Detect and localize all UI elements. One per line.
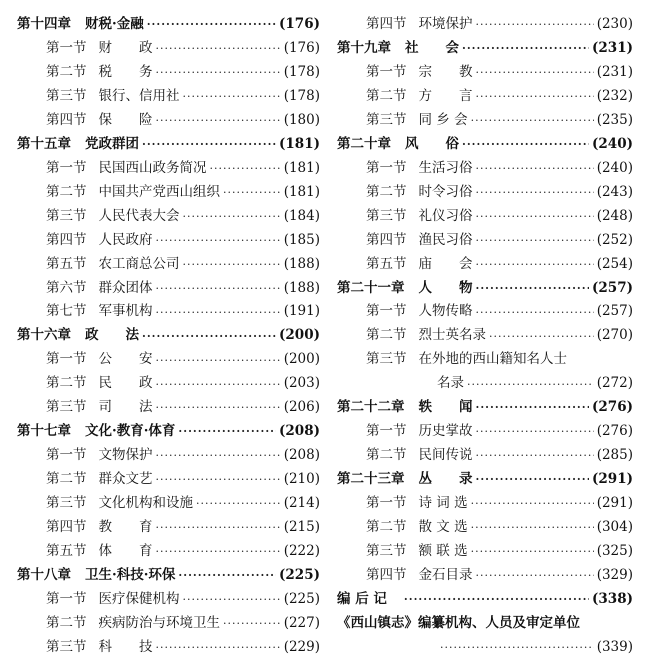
toc-entry-title: 税 务: [98, 64, 153, 81]
toc-entry-number: 第二十三章: [337, 471, 405, 488]
toc-page-number: (188): [283, 279, 320, 296]
dot-leader: [196, 498, 281, 509]
toc-entry-number: 第一节: [366, 423, 407, 440]
dot-leader: [183, 259, 281, 270]
toc-section-row: [337, 205, 633, 229]
dot-leader: [156, 642, 281, 653]
toc-page-number: (272): [596, 375, 633, 392]
toc-entry-title: 额 联 选: [418, 542, 468, 559]
dot-leader: [476, 259, 594, 270]
dot-leader: [156, 283, 281, 294]
toc-page-number: (208): [279, 423, 320, 440]
toc-section-row: [337, 157, 633, 181]
toc-entry-title: 科 技: [98, 638, 153, 655]
toc-entry-title: 渔民习俗: [418, 231, 473, 248]
toc-page-number: (257): [592, 279, 633, 296]
toc-entry-number: 第一节: [46, 447, 87, 464]
toc-entry-number: 第一节: [366, 64, 407, 81]
dot-leader: [223, 187, 281, 198]
toc-entry-number: 第四节: [46, 111, 87, 128]
dot-leader: [156, 474, 281, 485]
toc-entry-title: 卫生·科技·环保: [85, 566, 176, 583]
toc-entry-number: 第十九章: [337, 40, 391, 57]
toc-entry-title: 礼仪习俗: [418, 207, 473, 224]
toc-entry-title: 时令习俗: [418, 183, 473, 200]
toc-entry-title: 丛 录: [418, 471, 473, 488]
toc-entry-number: 第二节: [46, 64, 87, 81]
toc-page-number: (231): [592, 40, 633, 57]
toc-section-row: [17, 181, 320, 205]
toc-section-row: [337, 109, 633, 133]
toc-entry-title: 军事机构: [98, 303, 153, 320]
toc-section-row: [17, 492, 320, 516]
toc-entry-title: 公 安: [98, 351, 153, 368]
dot-leader: [476, 211, 594, 222]
toc-page-number: (276): [596, 423, 633, 440]
toc-section-row: [17, 61, 320, 85]
toc-section-row: [337, 181, 633, 205]
dot-leader: [476, 187, 594, 198]
toc-entry-title: 金石目录: [418, 566, 473, 583]
toc-entry-title: 生活习俗: [418, 159, 473, 176]
toc-page-number: (225): [283, 590, 320, 607]
toc-section-row: [337, 420, 633, 444]
toc-page-number: (235): [596, 111, 633, 128]
toc-chapter-row: [17, 420, 320, 444]
toc-entry-title: 财 政: [98, 40, 153, 57]
dot-leader: [476, 283, 590, 294]
toc-entry-title: 同 乡 会: [418, 111, 468, 128]
dot-leader: [178, 426, 276, 437]
toc-entry-number: 编 后 记: [337, 590, 387, 607]
dot-leader: [156, 235, 281, 246]
toc-entry-number: 第十四章: [17, 16, 71, 33]
toc-section-row: [17, 396, 320, 420]
toc-page-number: (215): [283, 518, 320, 535]
toc-entry-number: 第四节: [46, 231, 87, 248]
toc-page-number: (178): [283, 88, 320, 105]
toc-section-row: [17, 516, 320, 540]
toc-entry-number: 第二十章: [337, 135, 391, 152]
toc-section-row: [337, 85, 633, 109]
toc-entry-number: 第一节: [46, 590, 87, 607]
toc-entry-number: 第二节: [366, 327, 407, 344]
toc-entry-number: 第四节: [46, 518, 87, 535]
toc-page-number: (181): [283, 183, 320, 200]
toc-entry-title: 农工商总公司: [98, 255, 180, 272]
toc-page-number: (227): [283, 614, 320, 631]
toc-entry-title: 政 法: [85, 327, 139, 344]
toc-page-number: (180): [283, 111, 320, 128]
dot-leader: [476, 450, 594, 461]
toc-section-row: [337, 635, 633, 659]
toc-entry-number: 第三节: [46, 207, 87, 224]
toc-entry-title: 在外地的西山籍知名人士: [418, 351, 567, 368]
toc-section-row: [17, 588, 320, 612]
dot-leader: [489, 331, 594, 342]
toc-entry-number: 第四节: [366, 566, 407, 583]
toc-entry-number: 第十五章: [17, 135, 71, 152]
toc-page-number: (178): [283, 64, 320, 81]
toc-chapter-row: [17, 324, 320, 348]
toc-section-row: [17, 37, 320, 61]
dot-leader: [156, 67, 281, 78]
dot-leader: [142, 331, 276, 342]
toc-page-number: (291): [592, 471, 633, 488]
toc-entry-number: 《西山镇志》编纂机构、人员及审定单位: [337, 614, 580, 631]
toc-section-row: [337, 324, 633, 348]
dot-leader: [178, 570, 276, 581]
toc-entry-number: 第一节: [366, 494, 407, 511]
toc-entry-title: 保 险: [98, 111, 153, 128]
toc-page-number: (243): [596, 183, 633, 200]
toc-entry-title: 人 物: [418, 279, 473, 296]
toc-entry-number: 第一节: [366, 159, 407, 176]
toc-entry-number: 第五节: [46, 542, 87, 559]
toc-entry-title: 中国共产党西山组织: [98, 183, 220, 200]
toc-page-number: (185): [283, 231, 320, 248]
toc-chapter-row: [337, 611, 633, 635]
toc-page-number: (254): [596, 255, 633, 272]
toc-entry-title: 体 育: [98, 542, 153, 559]
toc-entry-title: 群众团体: [98, 279, 153, 296]
toc-entry-number: 第三节: [46, 638, 87, 655]
dot-leader: [471, 498, 594, 509]
toc-entry-number: 第二节: [366, 518, 407, 535]
toc-entry-number: 第四节: [366, 231, 407, 248]
dot-leader: [223, 618, 281, 629]
toc-section-row: [17, 444, 320, 468]
toc-section-row: [17, 228, 320, 252]
toc-entry-number: 第十七章: [17, 423, 71, 440]
toc-entry-title: 名录: [437, 375, 464, 392]
toc-page-number: (257): [596, 303, 633, 320]
dot-leader: [183, 594, 281, 605]
toc-entry-title: 人民政府: [98, 231, 153, 248]
toc-chapter-row: [337, 276, 633, 300]
toc-section-row: [337, 372, 633, 396]
toc-entry-title: 民间传说: [418, 447, 473, 464]
dot-leader: [147, 19, 276, 30]
toc-page-number: (329): [596, 566, 633, 583]
dot-leader: [156, 43, 281, 54]
toc-section-row: [17, 611, 320, 635]
toc-entry-title: 宗 教: [418, 64, 473, 81]
toc-page-number: (285): [596, 447, 633, 464]
toc-page-number: (230): [596, 16, 633, 33]
toc-entry-title: 教 育: [98, 518, 153, 535]
toc-page-number: (203): [283, 375, 320, 392]
toc-page-number: (184): [283, 207, 320, 224]
toc-entry-number: 第三节: [366, 207, 407, 224]
dot-leader: [404, 594, 589, 605]
toc-page-number: (229): [283, 638, 320, 655]
toc-entry-title: 诗 词 选: [418, 494, 468, 511]
toc-page-number: (188): [283, 255, 320, 272]
dot-leader: [476, 235, 594, 246]
toc-entry-title: 疾病防治与环境卫生: [98, 614, 220, 631]
dot-leader: [476, 426, 594, 437]
toc-entry-title: 风 俗: [405, 135, 459, 152]
toc-section-row: [337, 252, 633, 276]
toc-entry-title: 人民代表大会: [98, 207, 180, 224]
toc-entry-number: 第二节: [366, 88, 407, 105]
toc-page-number: (248): [596, 207, 633, 224]
toc-chapter-row: [337, 468, 633, 492]
toc-section-row: [17, 635, 320, 659]
toc-entry-number: 第一节: [366, 303, 407, 320]
toc-chapter-row: [337, 37, 633, 61]
toc-section-row: [337, 564, 633, 588]
dot-leader: [156, 115, 281, 126]
toc-section-row: [17, 468, 320, 492]
toc-entry-title: 医疗保健机构: [98, 590, 180, 607]
dot-leader: [467, 379, 594, 390]
toc-entry-title: 烈士英名录: [418, 327, 486, 344]
toc-page-number: (222): [283, 542, 320, 559]
toc-section-row: [17, 540, 320, 564]
toc-entry-title: 庙 会: [418, 255, 473, 272]
dot-leader: [210, 163, 281, 174]
dot-leader: [476, 474, 590, 485]
dot-leader: [156, 522, 281, 533]
toc-entry-title: 司 法: [98, 399, 153, 416]
toc-entry-title: 银行、信用社: [98, 88, 180, 105]
toc-page-number: (200): [283, 351, 320, 368]
dot-leader: [471, 546, 594, 557]
toc-left-column: [17, 13, 320, 659]
toc-entry-number: 第三节: [366, 351, 407, 368]
dot-leader: [156, 307, 281, 318]
toc-entry-number: 第三节: [46, 399, 87, 416]
toc-page-number: (225): [279, 566, 320, 583]
toc-chapter-row: [17, 13, 320, 37]
toc-page-number: (232): [596, 88, 633, 105]
toc-chapter-row: [17, 133, 320, 157]
dot-leader: [476, 570, 594, 581]
dot-leader: [183, 211, 281, 222]
toc-entry-number: 第二节: [46, 183, 87, 200]
toc-page-number: (176): [283, 40, 320, 57]
toc-page-number: (191): [283, 303, 320, 320]
toc-page-number: (181): [279, 135, 320, 152]
toc-page-number: (214): [283, 494, 320, 511]
toc-chapter-row: [337, 133, 633, 157]
toc-entry-title: 人物传略: [418, 303, 473, 320]
toc-entry-title: 文物保护: [98, 447, 153, 464]
toc-entry-number: 第四节: [366, 16, 407, 33]
toc-section-row: [337, 228, 633, 252]
toc-page-number: (206): [283, 399, 320, 416]
dot-leader: [476, 91, 594, 102]
dot-leader: [476, 163, 594, 174]
toc-page-number: (270): [596, 327, 633, 344]
toc-entry-title: 方 言: [418, 88, 473, 105]
toc-entry-number: 第二节: [46, 375, 87, 392]
toc-page-number: (252): [596, 231, 633, 248]
toc-section-row: [337, 61, 633, 85]
toc-entry-title: 历史掌故: [418, 423, 473, 440]
toc-entry-number: 第五节: [46, 255, 87, 272]
toc-page-number: (325): [596, 542, 633, 559]
toc-section-row: [337, 300, 633, 324]
dot-leader: [183, 91, 281, 102]
toc-section-row: [17, 252, 320, 276]
toc-section-row: [17, 372, 320, 396]
toc-section-row: [17, 109, 320, 133]
dot-leader: [476, 67, 594, 78]
toc-section-row: [17, 85, 320, 109]
toc-entry-title: 群众文艺: [98, 471, 153, 488]
toc-entry-number: 第二十一章: [337, 279, 405, 296]
toc-section-row: [17, 348, 320, 372]
dot-leader: [471, 522, 594, 533]
toc-section-row: [17, 205, 320, 229]
dot-leader: [471, 115, 594, 126]
toc-entry-title: 散 文 选: [418, 518, 468, 535]
toc-entry-title: 财税·金融: [85, 16, 144, 33]
dot-leader: [156, 355, 281, 366]
toc-entry-number: 第二节: [366, 183, 407, 200]
dot-leader: [156, 546, 281, 557]
toc-section-row: [17, 300, 320, 324]
toc-page-number: (240): [596, 159, 633, 176]
toc-page-number: (208): [283, 447, 320, 464]
dot-leader: [476, 402, 590, 413]
toc-section-row: [17, 157, 320, 181]
toc-section-row: [337, 348, 633, 372]
toc-entry-number: 第二十二章: [337, 399, 405, 416]
toc-page-number: (339): [596, 638, 633, 655]
toc-page-number: (276): [592, 399, 633, 416]
toc-section-row: [337, 13, 633, 37]
toc-page-number: (210): [283, 471, 320, 488]
dot-leader: [156, 450, 281, 461]
toc-page-number: (176): [279, 16, 320, 33]
toc-section-row: [337, 540, 633, 564]
toc-entry-title: 环境保护: [418, 16, 473, 33]
toc-entry-number: 第六节: [46, 279, 87, 296]
toc-entry-number: 第一节: [46, 351, 87, 368]
toc-entry-title: 社 会: [405, 40, 459, 57]
toc-chapter-row: [337, 396, 633, 420]
toc-chapter-row: [17, 564, 320, 588]
toc-entry-number: 第三节: [366, 542, 407, 559]
dot-leader: [462, 139, 589, 150]
dot-leader: [476, 19, 594, 30]
toc-entry-title: 文化·教育·体育: [85, 423, 176, 440]
toc-chapter-row: [337, 588, 633, 612]
toc-entry-number: 第三节: [46, 494, 87, 511]
toc-entry-title: 轶 闻: [418, 399, 473, 416]
dot-leader: [156, 379, 281, 390]
toc-page-number: (200): [279, 327, 320, 344]
toc-section-row: [337, 516, 633, 540]
toc-entry-number: 第十六章: [17, 327, 71, 344]
toc-page-number: (231): [596, 64, 633, 81]
dot-leader: [142, 139, 276, 150]
toc-page-number: (338): [592, 590, 633, 607]
toc-section-row: [337, 492, 633, 516]
toc-entry-number: 第二节: [46, 471, 87, 488]
toc-right-column: [337, 13, 633, 659]
toc-page-number: (181): [283, 159, 320, 176]
toc-entry-number: 第三节: [46, 88, 87, 105]
toc-entry-number: 第五节: [366, 255, 407, 272]
toc-section-row: [337, 444, 633, 468]
toc-entry-number: 第二节: [46, 614, 87, 631]
toc-entry-title: 民 政: [98, 375, 153, 392]
dot-leader: [156, 402, 281, 413]
toc-entry-number: 第七节: [46, 303, 87, 320]
dot-leader: [440, 642, 594, 653]
toc-entry-number: 第二节: [366, 447, 407, 464]
toc-page-number: (291): [596, 494, 633, 511]
toc-entry-title: 党政群团: [85, 135, 139, 152]
dot-leader: [462, 43, 589, 54]
toc-entry-number: 第三节: [366, 111, 407, 128]
toc-entry-number: 第十八章: [17, 566, 71, 583]
toc-page-number: (304): [596, 518, 633, 535]
toc-section-row: [17, 276, 320, 300]
toc-entry-number: 第一节: [46, 40, 87, 57]
dot-leader: [476, 307, 594, 318]
toc-entry-title: 民国西山政务简况: [98, 159, 207, 176]
toc-entry-title: 文化机构和设施: [98, 494, 193, 511]
toc-page-number: (240): [592, 135, 633, 152]
toc-entry-number: 第一节: [46, 159, 87, 176]
